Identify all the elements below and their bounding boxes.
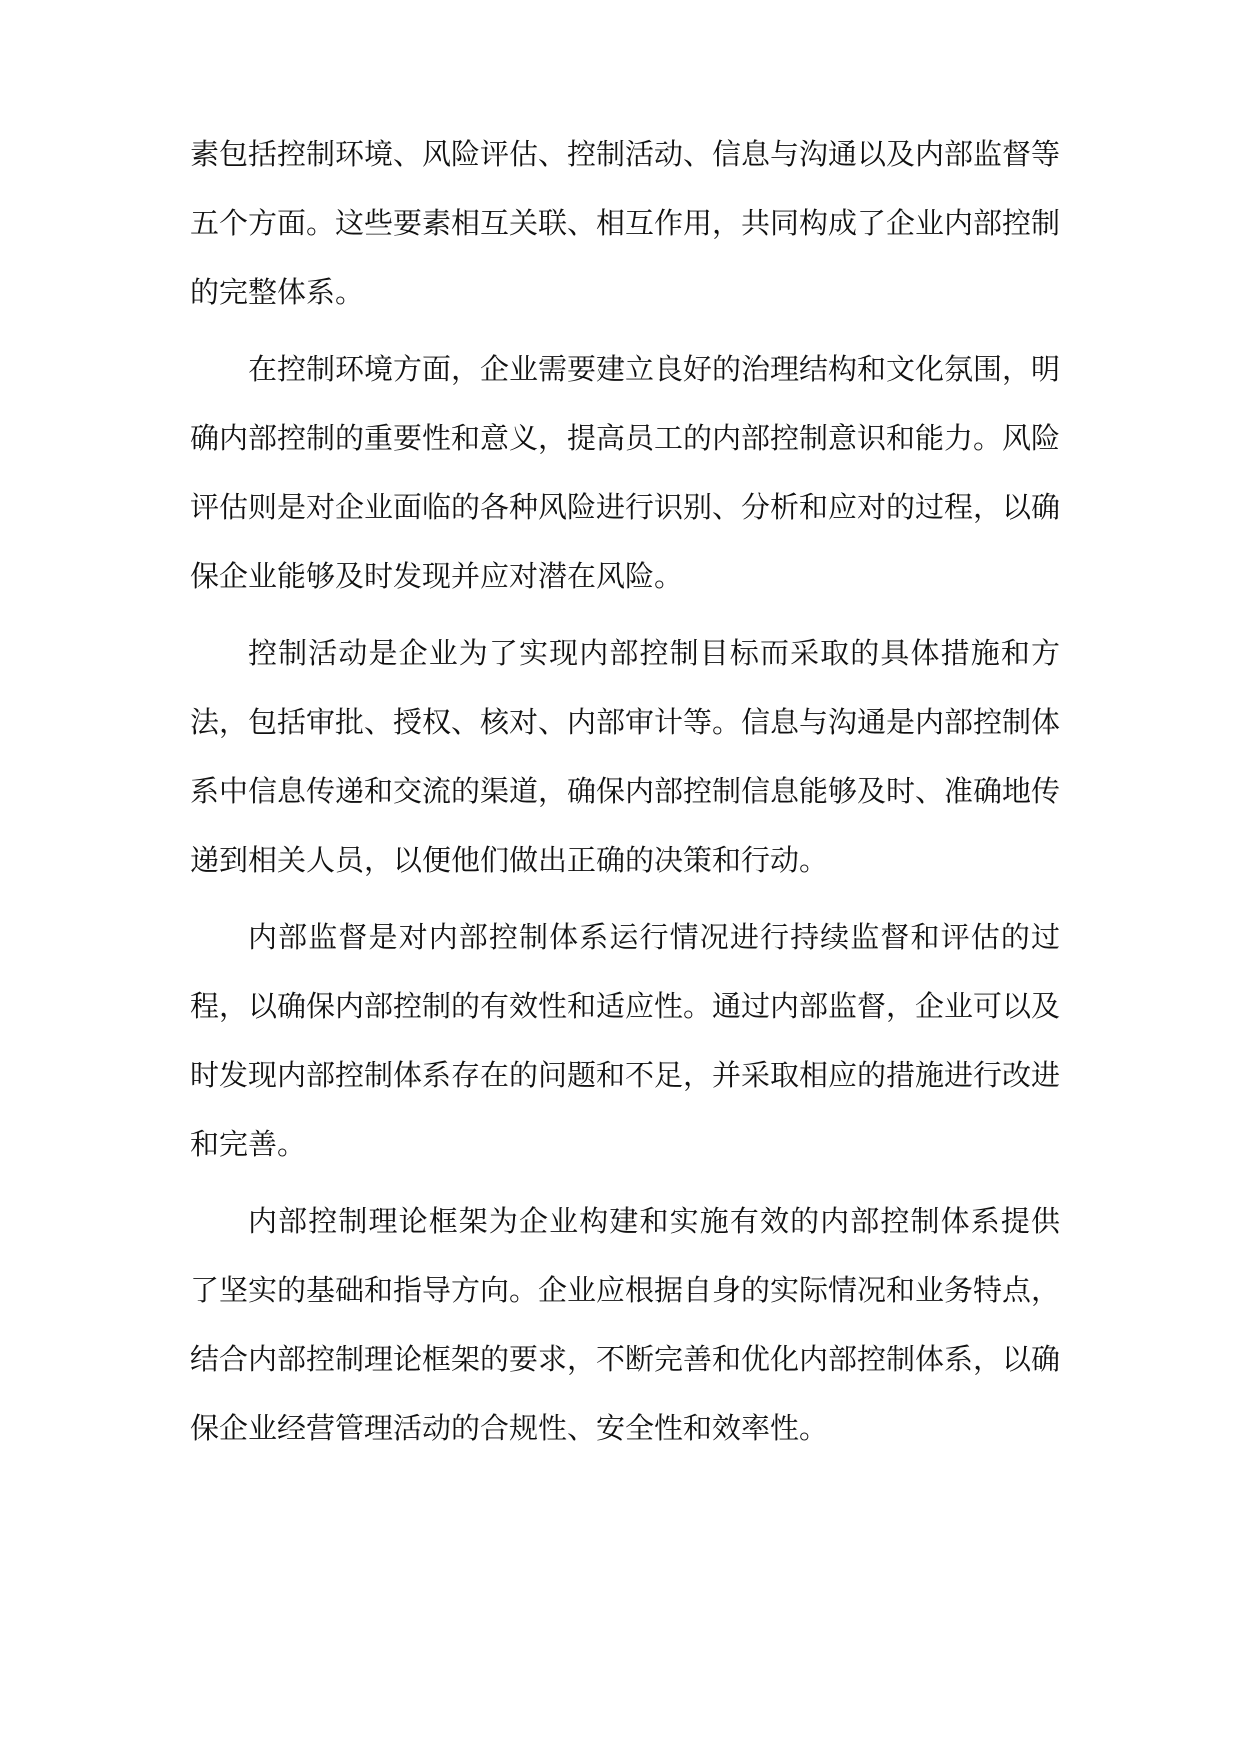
paragraph-2-line-4: 保企业能够及时发现并应对潜在风险。 [190,559,684,593]
paragraph-5-line-4: 保企业经营管理活动的合规性、安全性和效率性。 [190,1411,829,1445]
paragraph-2-line-3: 评估则是对企业面临的各种风险进行识别、分析和应对的过程，以确 [190,490,1061,524]
paragraph-3-line-1: 控制活动是企业为了实现内部控制目标而采取的具体措施和方 [248,636,1060,670]
paragraph-4-line-2: 程，以确保内部控制的有效性和适应性。通过内部监督，企业可以及 [190,989,1061,1023]
paragraph-3-line-3: 系中信息传递和交流的渠道，确保内部控制信息能够及时、准确地传 [190,774,1061,808]
paragraph-1-line-2: 五个方面。这些要素相互关联、相互作用，共同构成了企业内部控制 [190,206,1061,240]
paragraph-5-line-2: 了坚实的基础和指导方向。企业应根据自身的实际情况和业务特点， [190,1273,1061,1307]
paragraph-4-line-3: 时发现内部控制体系存在的问题和不足，并采取相应的措施进行改进 [190,1058,1061,1092]
paragraph-2-line-1: 在控制环境方面，企业需要建立良好的治理结构和文化氛围，明 [248,352,1061,386]
paragraph-4-line-1: 内部监督是对内部控制体系运行情况进行持续监督和评估的过 [248,920,1060,954]
paragraph-1-line-3: 的完整体系。 [190,275,365,309]
paragraph-3-line-4: 递到相关人员，以便他们做出正确的决策和行动。 [190,843,829,877]
paragraph-3-line-2: 法，包括审批、授权、核对、内部审计等。信息与沟通是内部控制体 [190,705,1061,739]
paragraph-5-line-3: 结合内部控制理论框架的要求，不断完善和优化内部控制体系，以确 [190,1342,1061,1376]
paragraph-1-line-1: 素包括控制环境、风险评估、控制活动、信息与沟通以及内部监督等 [190,137,1061,171]
paragraph-2-line-2: 确内部控制的重要性和意义，提高员工的内部控制意识和能力。风险 [190,421,1061,455]
paragraph-5-line-1: 内部控制理论框架为企业构建和实施有效的内部控制体系提供 [248,1204,1060,1238]
paragraph-4-line-4: 和完善。 [190,1127,307,1161]
